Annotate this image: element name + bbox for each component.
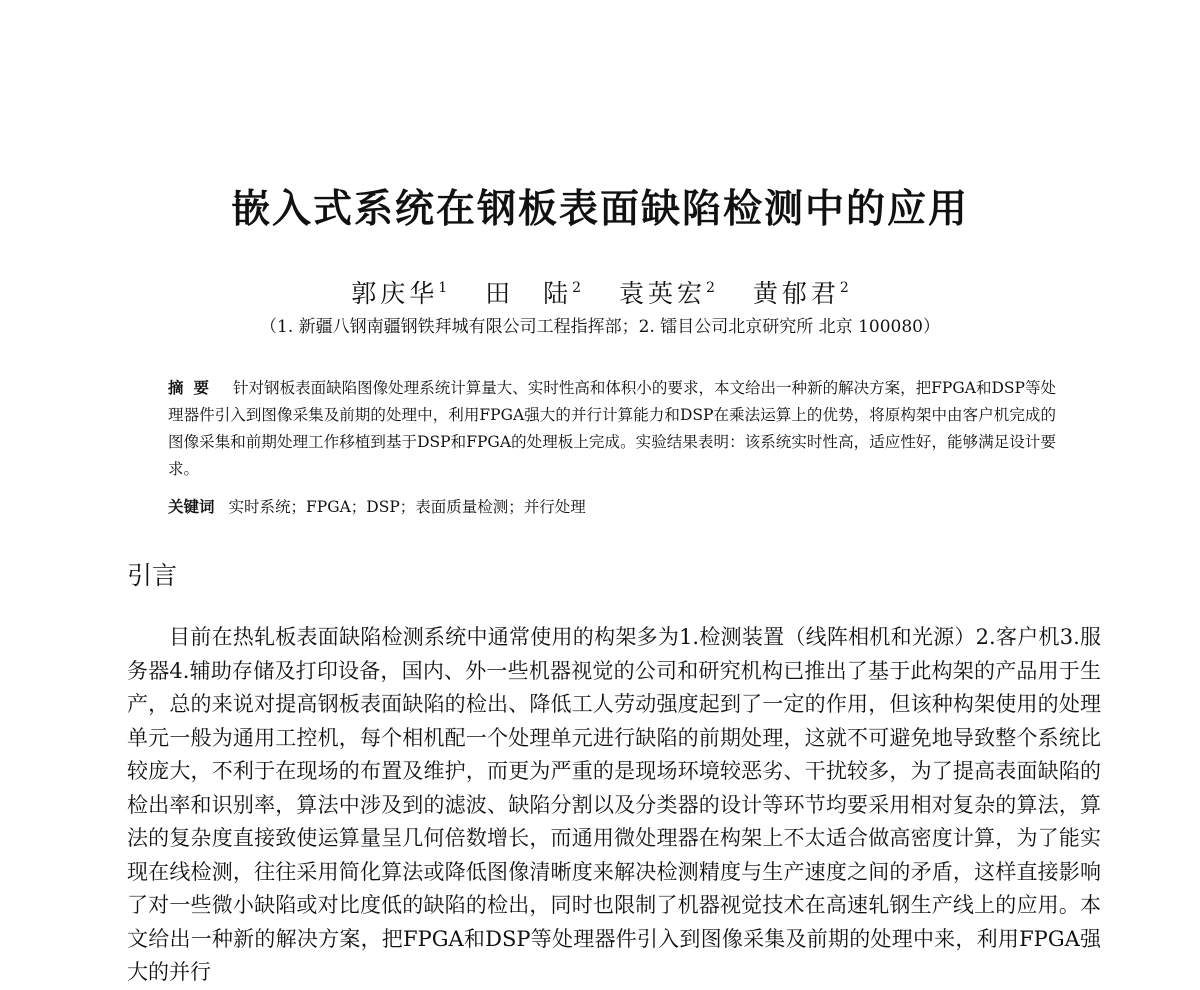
author-name: 田 陆	[485, 279, 573, 308]
keywords-text: 实时系统；FPGA；DSP；表面质量检测；并行处理	[228, 498, 586, 516]
author-affiliation-mark: 2	[839, 280, 849, 296]
author	[485, 270, 581, 312]
author	[619, 270, 715, 312]
keywords-label: 关键词	[168, 498, 215, 516]
author-name: 郭庆华	[351, 279, 439, 308]
abstract-label: 摘要	[168, 379, 220, 397]
author-list	[0, 270, 1200, 312]
section-heading-introduction: 引言	[127, 561, 178, 590]
author-name: 袁英宏	[618, 279, 706, 308]
author	[753, 270, 849, 312]
keywords	[168, 494, 1056, 521]
paper-title: 嵌入式系统在钢板表面缺陷检测中的应用	[230, 187, 969, 232]
author	[351, 270, 447, 312]
author-affiliation-mark: 1	[438, 280, 448, 296]
abstract	[168, 375, 1056, 483]
affiliation-line: （1. 新疆八钢南疆钢铁拜城有限公司工程指挥部；2. 镭目公司北京研究所 北京 100080）	[260, 317, 940, 337]
author-affiliation-mark: 2	[705, 280, 715, 296]
abstract-text: 针对钢板表面缺陷图像处理系统计算量大、实时性高和体积小的要求，本文给出一种新的解决方案，把FPGA和DSP等处理器件引入到图像采集及前期的处理中，利用FPGA强大的并行计算能力和DSP在乘法运算上的优势，将原构架中由客户机完成的图像采集和前期处理工作移植到基于DSP和FPGA的处理板上完成。实验结果表明：该系统实时性高，适应性好，能够满足设计要求。	[168, 379, 1056, 478]
introduction-paragraph: 目前在热轧板表面缺陷检测系统中通常使用的构架多为1.检测装置（线阵相机和光源）2.客户机3.服务器4.辅助存储及打印设备，国内、外一些机器视觉的公司和研究机构已推出了基于此构架的产品用于生产，总的来说对提高钢板表面缺陷的检出、降低工人劳动强度起到了一定的作用，但该种构架使用的处理单元一般为通用工控机，每个相机配一个处理单元进行缺陷的前期处理，这就不可避免地导致整个系统比较庞大，不利于在现场的布置及维护，而更为严重的是现场环境较恶劣、干扰较多，为了提高表面缺陷的检出率和识别率，算法中涉及到的滤波、缺陷分割以及分类器的设计等环节均要采用相对复杂的算法，算法的复杂度直接致使运算量呈几何倍数增长，而通用微处理器在构架上不太适合做高密度计算，为了能实现在线检测，往往采用简化算法或降低图像清晰度来解决检测精度与生产速度之间的矛盾，这样直接影响了对一些微小缺陷或对比度低的缺陷的检出，同时也限制了机器视觉技术在高速轧钢生产线上的应用。本文给出一种新的解决方案，把FPGA和DSP等处理器件引入到图像采集及前期的处理中来，利用FPGA强大的并行	[127, 625, 1101, 984]
author-name: 黄郁君	[752, 279, 840, 308]
author-affiliation-mark: 2	[572, 280, 582, 296]
